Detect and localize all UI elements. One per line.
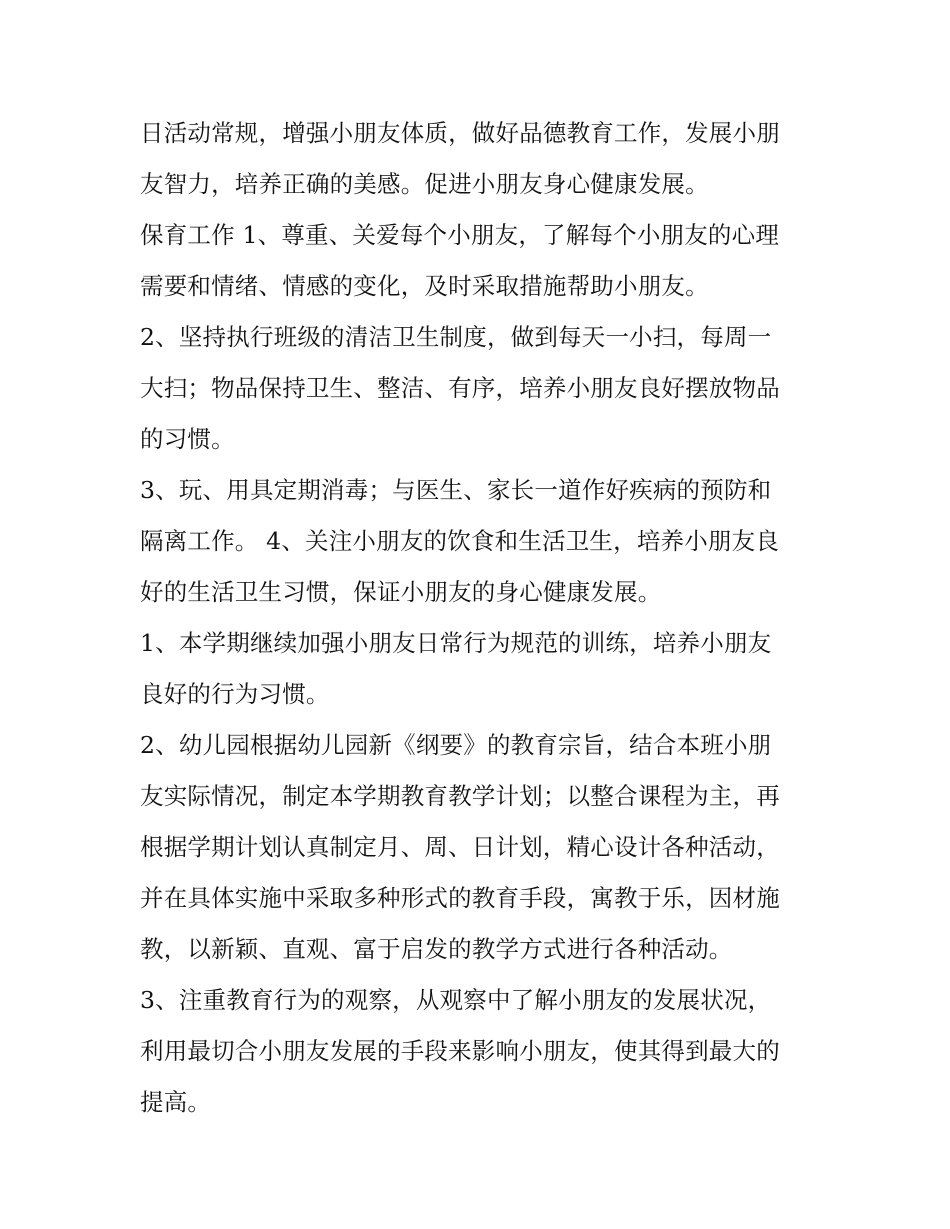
text-line: 大扫；物品保持卫生、整洁、有序，培养小朋友良好摆放物品 [140,374,780,402]
text-line: 1、本学期继续加强小朋友日常行为规范的训练，培养小朋友 [140,629,772,657]
text-line: 2、坚持执行班级的清洁卫生制度，做到每天一小扫，每周一 [140,323,772,351]
text-line: 的习惯。 [140,425,235,453]
text-line: 利用最切合小朋友发展的手段来影响小朋友，使其得到最大的 [140,1037,780,1065]
text-line: 教，以新颖、直观、富于启发的教学方式进行各种活动。 [140,935,733,963]
text-line: 2、幼儿园根据幼儿园新《纲要》的教育宗旨，结合本班小朋 [140,731,772,759]
text-line: 3、注重教育行为的观察，从观察中了解小朋友的发展状况， [140,986,772,1014]
text-line: 根据学期计划认真制定月、周、日计划，精心设计各种活动， [140,833,780,861]
text-line: 友实际情况，制定本学期教育教学计划；以整合课程为主，再 [140,782,780,810]
text-line: 保育工作 1、尊重、关爱每个小朋友，了解每个小朋友的心理 [140,221,780,249]
document-body [140,108,815,1128]
text-line: 日活动常规，增强小朋友体质，做好品德教育工作，发展小朋 [140,119,780,147]
text-line: 3、玩、用具定期消毒；与医生、家长一道作好疾病的预防和 [140,476,772,504]
text-line: 提高。 [140,1088,212,1116]
text-line: 隔离工作。 4、关注小朋友的饮食和生活卫生，培养小朋友良 [140,527,780,555]
text-line: 好的生活卫生习惯，保证小朋友的身心健康发展。 [140,578,662,606]
text-line: 并在具体实施中采取多种形式的教育手段，寓教于乐，因材施 [140,884,780,912]
text-line: 需要和情绪、情感的变化，及时采取措施帮助小朋友。 [140,272,709,300]
text-line: 友智力，培养正确的美感。促进小朋友身心健康发展。 [140,170,709,198]
text-line: 良好的行为习惯。 [140,680,330,708]
